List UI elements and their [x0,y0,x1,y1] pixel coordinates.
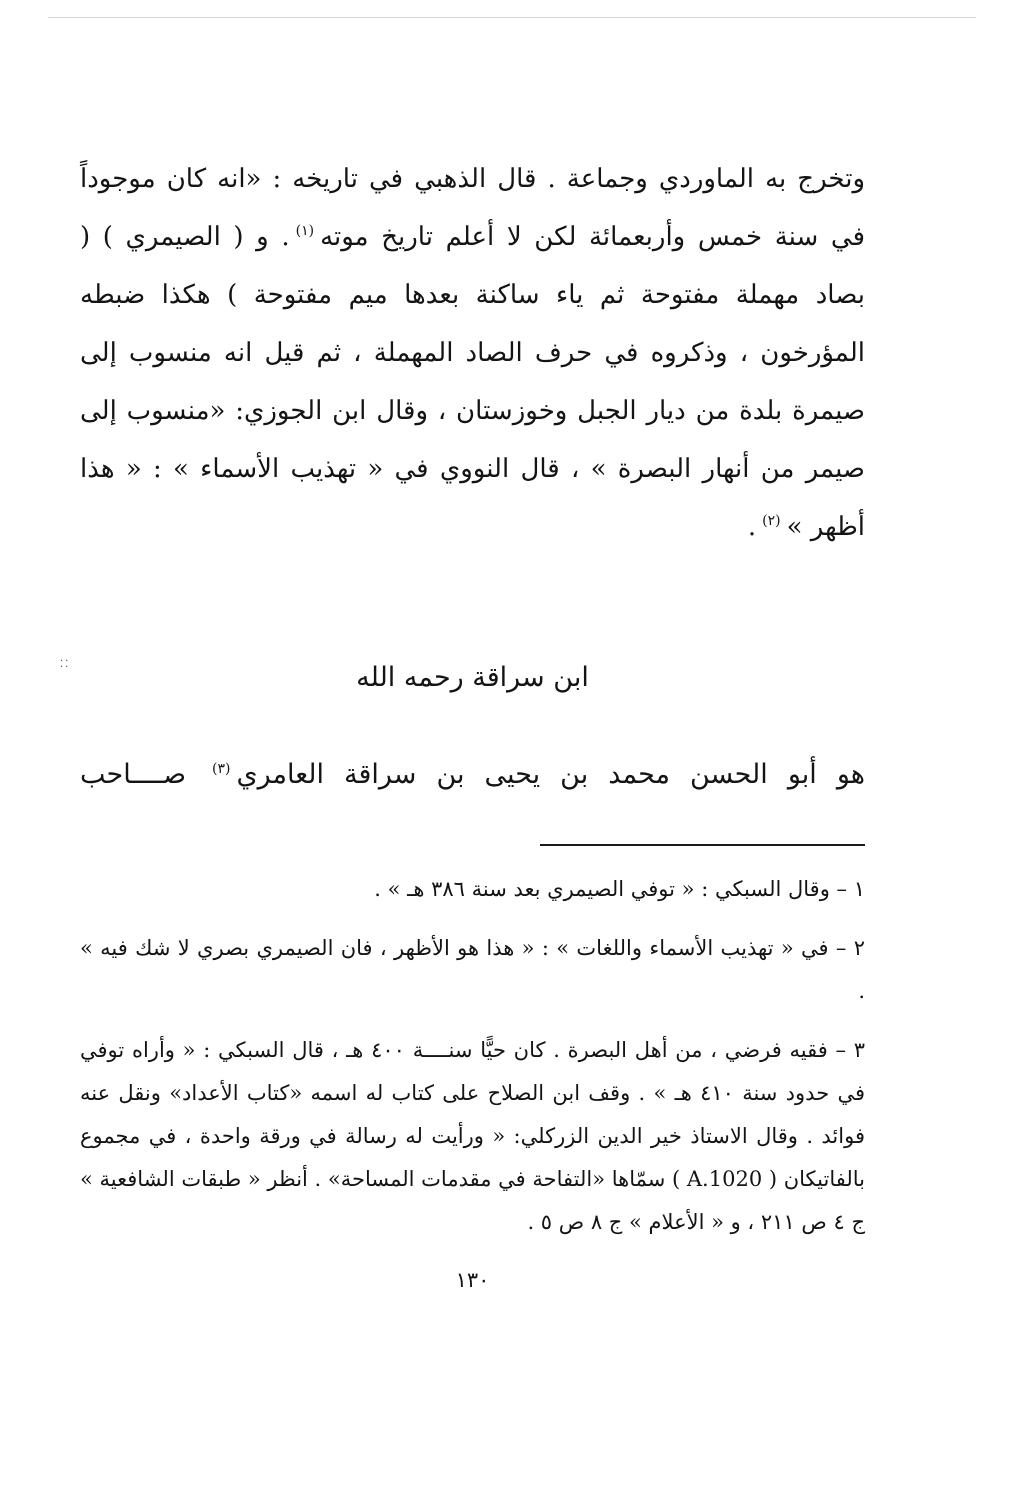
section-title: ابن سراقة رحمه الله [356,662,589,693]
footnote-ref-2[interactable]: (٢) [762,513,781,530]
biography-intro [80,748,865,802]
page-number: ١٣٠ [455,1268,490,1292]
intro-text: هو أبو الحسن محمد بن يحيى بن سراقة العامري [236,759,866,790]
main-text-end: . [747,512,757,542]
margin-mark: ⁚⁚ [60,659,71,670]
intro-continuation: صــــاحب [80,759,186,790]
footnotes [80,868,865,1244]
main-text-part-1: وتخرج به الماوردي وجماعة . قال الذهبي في تاريخه : «انه كان موجوداً في سنة خمس وأربعمائة لكن لا أعلم تاريخ موته [80,164,865,252]
main-paragraph [80,150,865,556]
book-page [80,150,865,1300]
footnote-2: ٢ – في « تهذيب الأسماء واللغات » : « هذا هو الأظهر ، فان الصيمري بصري لا شك فيه » . [80,936,865,1003]
top-rule [48,17,976,18]
footnote-ref-1[interactable]: (١) [295,223,315,240]
main-text-part-2: . و ( الصيمري ) ( بصاد مهملة مفتوحة ثم ياء ساكنة بعدها ميم مفتوحة ) هكذا ضبطه المؤرخون ، وذكروه في حرف الصاد المهملة ، ثم قيل انه منسوب إلى صيمرة بلدة من ديار الجبل وخوزستان ، وقال ابن الجوزي: «منسوب إلى صيمر من أنهار البصرة » ، قال النووي في « تهذيب الأسماء » : « هذا أظهر » [80,222,865,542]
footnote-3: ٣ – فقيه فرضي ، من أهل البصرة . كان حيًّا سنــــة ٤٠٠ هـ ، قال السبكي : « وأراه توفي في حدود سنة ٤١٠ هـ » . وقف ابن الصلاح على كتاب له اسمه «كتاب الأعداد» ونقل عنه فوائد . وقال الاستاذ خير الدين الزركلي: « ورأيت له رسالة في ورقة واحدة ، في مجموع بالفاتيكان ( A.1020 ) سمّاها «التفاحة في مقدمات المساحة» . أنظر « طبقات الشافعية » ج ٤ ص ٢١١ ، و « الأعلام » ج ٨ ص ٥ . [80,1038,865,1234]
footnote-ref-3[interactable]: (٣) [212,761,231,777]
footnote-separator [540,844,865,846]
footnote-1: ١ – وقال السبكي : « توفي الصيمري بعد سنة ٣٨٦ هـ » . [374,877,865,901]
